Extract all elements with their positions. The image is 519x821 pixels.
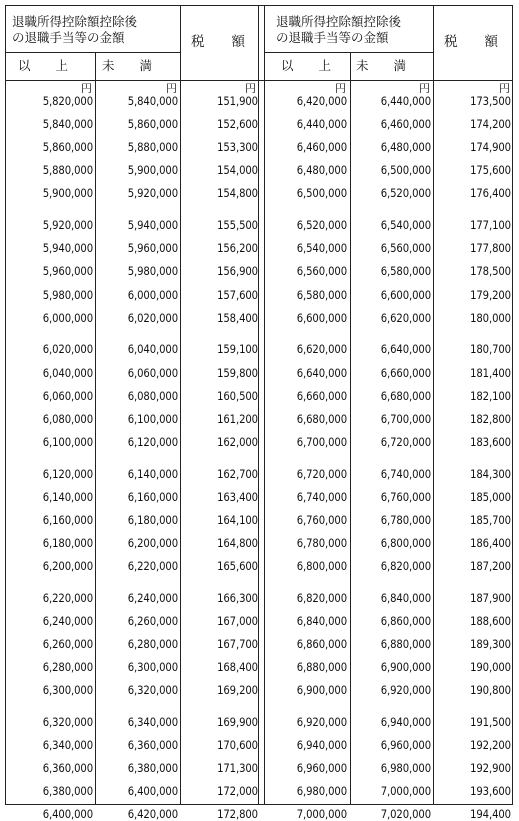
right-row-11-tax: 180,700	[470, 343, 511, 357]
left-row-2-to: 5,860,000	[127, 118, 178, 132]
right-row-23-to: 6,880,000	[380, 638, 431, 651]
right-row-21-from: 6,820,000	[296, 591, 347, 605]
center-rule-b	[264, 5, 265, 805]
left-row-19-to: 6,200,000	[127, 536, 178, 550]
right-row-15-from: 6,700,000	[296, 435, 347, 449]
right-row-21-to: 6,840,000	[380, 591, 431, 605]
right-row-19-from: 6,780,000	[296, 536, 347, 550]
left-row-13-tax: 160,500	[217, 389, 258, 403]
right-row-27-to: 6,960,000	[380, 739, 431, 753]
right-row-8-from: 6,560,000	[296, 265, 347, 279]
right-row-8-tax: 178,500	[470, 265, 511, 279]
right-row-9-from: 6,580,000	[296, 288, 347, 302]
right-row-29-tax: 193,600	[470, 785, 511, 799]
right-row-9-to: 6,600,000	[380, 288, 431, 302]
right-row-23-tax: 189,300	[470, 638, 511, 651]
right-row-16-tax: 184,300	[470, 467, 511, 481]
left-row-15-from: 6,100,000	[42, 435, 93, 449]
left-row-30-tax: 172,800	[217, 808, 258, 821]
left-row-6-to: 5,940,000	[127, 219, 178, 233]
left-row-11-from: 6,020,000	[42, 343, 93, 357]
left-row-4-from: 5,880,000	[42, 164, 93, 178]
left-tax-unit: 円	[245, 82, 256, 95]
left-from-header: 以 上	[18, 58, 69, 73]
left-row-2-tax: 152,600	[217, 118, 258, 132]
right-row-28-tax: 192,900	[470, 762, 511, 776]
right-row-21-tax: 187,900	[470, 591, 511, 605]
left-row-21-to: 6,240,000	[127, 591, 178, 605]
right-tax-unit: 円	[499, 82, 510, 95]
right-row-6-to: 6,540,000	[380, 219, 431, 233]
left-row-20-tax: 165,600	[217, 560, 258, 573]
right-row-20-tax: 187,200	[470, 560, 511, 573]
right-row-25-to: 6,920,000	[380, 684, 431, 698]
right-row-14-from: 6,680,000	[296, 412, 347, 426]
left-tax-header: 税 額	[191, 34, 245, 50]
right-row-22-tax: 188,600	[470, 614, 511, 628]
right-row-1-from: 6,420,000	[296, 95, 347, 108]
right-row-4-from: 6,480,000	[296, 164, 347, 178]
right-row-20-to: 6,820,000	[380, 560, 431, 573]
left-row-28-tax: 171,300	[217, 762, 258, 776]
left-row-22-tax: 167,000	[217, 614, 258, 628]
left-tax-col-line	[180, 5, 181, 805]
frame-left	[5, 5, 6, 805]
left-row-19-from: 6,180,000	[42, 536, 93, 550]
left-range-title-line1: 退職所得控除額控除後	[12, 14, 138, 29]
left-row-3-from: 5,860,000	[42, 141, 93, 155]
right-row-3-from: 6,460,000	[296, 141, 347, 155]
right-row-6-tax: 177,100	[470, 219, 511, 233]
left-row-19-tax: 164,800	[217, 536, 258, 550]
right-row-18-to: 6,780,000	[380, 513, 431, 527]
left-row-2-from: 5,840,000	[42, 118, 93, 132]
right-row-14-to: 6,700,000	[380, 412, 431, 426]
left-row-12-to: 6,060,000	[127, 366, 178, 380]
left-row-23-tax: 167,700	[217, 638, 258, 651]
right-row-3-to: 6,480,000	[380, 141, 431, 155]
left-row-22-from: 6,240,000	[42, 614, 93, 628]
left-row-26-tax: 169,900	[217, 716, 258, 729]
left-range-title-line2: の退職手当等の金額	[12, 30, 125, 45]
right-row-5-from: 6,500,000	[296, 187, 347, 201]
left-to-header: 未 満	[102, 58, 153, 73]
right-header-split	[264, 52, 434, 53]
left-row-3-to: 5,880,000	[127, 141, 178, 155]
right-row-7-from: 6,540,000	[296, 242, 347, 256]
right-row-11-to: 6,640,000	[380, 343, 431, 357]
right-tax-header: 税 額	[444, 34, 498, 50]
right-row-30-tax: 194,400	[470, 808, 511, 821]
right-range-title-line1: 退職所得控除額控除後	[276, 14, 402, 29]
right-row-22-to: 6,860,000	[380, 614, 431, 628]
right-row-24-to: 6,900,000	[380, 661, 431, 675]
left-row-12-tax: 159,800	[217, 366, 258, 380]
left-row-5-to: 5,920,000	[127, 187, 178, 201]
right-row-1-to: 6,440,000	[380, 95, 431, 108]
left-row-16-to: 6,140,000	[127, 467, 178, 481]
left-row-21-from: 6,220,000	[42, 591, 93, 605]
left-row-11-to: 6,040,000	[127, 343, 178, 357]
right-row-10-to: 6,620,000	[380, 311, 431, 325]
right-row-24-tax: 190,000	[470, 661, 511, 675]
left-row-28-from: 6,360,000	[42, 762, 93, 776]
left-to-unit: 円	[166, 82, 177, 95]
right-row-2-to: 6,460,000	[380, 118, 431, 132]
left-row-1-from: 5,820,000	[42, 95, 93, 108]
left-row-14-tax: 161,200	[217, 412, 258, 426]
right-row-15-tax: 183,600	[470, 435, 511, 449]
left-row-14-to: 6,100,000	[127, 412, 178, 426]
right-row-22-from: 6,840,000	[296, 614, 347, 628]
right-row-15-to: 6,720,000	[380, 435, 431, 449]
left-row-4-tax: 154,000	[217, 164, 258, 178]
right-from-header: 以 上	[281, 58, 332, 73]
left-row-29-from: 6,380,000	[42, 785, 93, 799]
left-row-24-from: 6,280,000	[42, 661, 93, 675]
right-row-30-from: 7,000,000	[296, 808, 347, 821]
left-row-6-from: 5,920,000	[42, 219, 93, 233]
right-row-20-from: 6,800,000	[296, 560, 347, 573]
right-row-27-from: 6,940,000	[296, 739, 347, 753]
right-row-14-tax: 182,800	[470, 412, 511, 426]
right-row-10-tax: 180,000	[470, 311, 511, 325]
right-row-25-tax: 190,800	[470, 684, 511, 698]
right-row-16-from: 6,720,000	[296, 467, 347, 481]
left-row-27-tax: 170,600	[217, 739, 258, 753]
left-row-5-from: 5,900,000	[42, 187, 93, 201]
right-row-1-tax: 173,500	[470, 95, 511, 108]
left-row-28-to: 6,380,000	[127, 762, 178, 776]
left-row-20-from: 6,200,000	[42, 560, 93, 573]
right-row-11-from: 6,620,000	[296, 343, 347, 357]
right-row-29-to: 7,000,000	[380, 785, 431, 799]
right-row-13-to: 6,680,000	[380, 389, 431, 403]
left-row-29-to: 6,400,000	[127, 785, 178, 799]
left-row-12-from: 6,040,000	[42, 366, 93, 380]
left-row-10-from: 6,000,000	[42, 311, 93, 325]
left-row-8-from: 5,960,000	[42, 265, 93, 279]
right-row-3-tax: 174,900	[470, 141, 511, 155]
right-mid-col-line	[350, 52, 351, 805]
right-row-6-from: 6,520,000	[296, 219, 347, 233]
left-row-7-to: 5,960,000	[127, 242, 178, 256]
right-row-17-to: 6,760,000	[380, 490, 431, 504]
right-row-26-from: 6,920,000	[296, 716, 347, 729]
left-row-3-tax: 153,300	[217, 141, 258, 155]
right-row-13-tax: 182,100	[470, 389, 511, 403]
left-row-16-tax: 162,700	[217, 467, 258, 481]
left-row-23-from: 6,260,000	[42, 638, 93, 651]
right-row-12-tax: 181,400	[470, 366, 511, 380]
left-row-24-tax: 168,400	[217, 661, 258, 675]
center-rule-a	[258, 5, 259, 805]
right-row-18-from: 6,760,000	[296, 513, 347, 527]
left-row-5-tax: 154,800	[217, 187, 258, 201]
right-row-4-tax: 175,600	[470, 164, 511, 178]
left-row-17-from: 6,140,000	[42, 490, 93, 504]
right-row-4-to: 6,500,000	[380, 164, 431, 178]
left-row-6-tax: 155,500	[217, 219, 258, 233]
right-row-28-to: 6,980,000	[380, 762, 431, 776]
right-row-30-to: 7,020,000	[380, 808, 431, 821]
left-row-9-from: 5,980,000	[42, 288, 93, 302]
left-row-1-tax: 151,900	[217, 95, 258, 108]
right-row-9-tax: 179,200	[470, 288, 511, 302]
left-row-29-tax: 172,000	[217, 785, 258, 799]
left-row-22-to: 6,260,000	[127, 614, 178, 628]
right-row-19-to: 6,800,000	[380, 536, 431, 550]
right-row-16-to: 6,740,000	[380, 467, 431, 481]
left-row-25-to: 6,320,000	[127, 684, 178, 698]
left-row-8-to: 5,980,000	[127, 265, 178, 279]
left-row-10-tax: 158,400	[217, 311, 258, 325]
right-row-10-from: 6,600,000	[296, 311, 347, 325]
right-row-7-to: 6,560,000	[380, 242, 431, 256]
left-row-15-tax: 162,000	[217, 435, 258, 449]
left-from-unit: 円	[81, 82, 92, 95]
left-row-21-tax: 166,300	[217, 591, 258, 605]
left-row-7-tax: 156,200	[217, 242, 258, 256]
left-row-27-to: 6,360,000	[127, 739, 178, 753]
left-row-24-to: 6,300,000	[127, 661, 178, 675]
right-row-5-to: 6,520,000	[380, 187, 431, 201]
right-range-title-line2: の退職手当等の金額	[276, 30, 389, 45]
right-row-12-from: 6,640,000	[296, 366, 347, 380]
right-row-17-tax: 185,000	[470, 490, 511, 504]
left-row-25-tax: 169,200	[217, 684, 258, 698]
left-row-14-from: 6,080,000	[42, 412, 93, 426]
left-row-23-to: 6,280,000	[127, 638, 178, 651]
left-row-15-to: 6,120,000	[127, 435, 178, 449]
left-row-9-tax: 157,600	[217, 288, 258, 302]
right-row-12-to: 6,660,000	[380, 366, 431, 380]
left-row-13-from: 6,060,000	[42, 389, 93, 403]
left-row-25-from: 6,300,000	[42, 684, 93, 698]
right-row-2-tax: 174,200	[470, 118, 511, 132]
left-header-split	[5, 52, 181, 53]
left-row-17-to: 6,160,000	[127, 490, 178, 504]
left-row-10-to: 6,020,000	[127, 311, 178, 325]
left-row-27-from: 6,340,000	[42, 739, 93, 753]
left-row-11-tax: 159,100	[217, 343, 258, 357]
right-row-25-from: 6,900,000	[296, 684, 347, 698]
left-row-8-tax: 156,900	[217, 265, 258, 279]
right-row-27-tax: 192,200	[470, 739, 511, 753]
left-row-1-to: 5,840,000	[127, 95, 178, 108]
right-row-18-tax: 185,700	[470, 513, 511, 527]
right-to-header: 未 満	[356, 58, 407, 73]
right-row-8-to: 6,580,000	[380, 265, 431, 279]
right-row-26-to: 6,940,000	[380, 716, 431, 729]
right-row-5-tax: 176,400	[470, 187, 511, 201]
right-row-23-from: 6,860,000	[296, 638, 347, 651]
right-row-13-from: 6,660,000	[296, 389, 347, 403]
left-row-30-to: 6,420,000	[127, 808, 178, 821]
left-row-16-from: 6,120,000	[42, 467, 93, 481]
left-row-20-to: 6,220,000	[127, 560, 178, 573]
right-row-29-from: 6,980,000	[296, 785, 347, 799]
right-row-26-tax: 191,500	[470, 716, 511, 729]
right-from-unit: 円	[335, 82, 346, 95]
frame-right	[512, 5, 513, 805]
left-row-18-from: 6,160,000	[42, 513, 93, 527]
left-row-4-to: 5,900,000	[127, 164, 178, 178]
left-row-26-to: 6,340,000	[127, 716, 178, 729]
right-row-28-from: 6,960,000	[296, 762, 347, 776]
left-mid-col-line	[95, 52, 96, 805]
left-row-7-from: 5,940,000	[42, 242, 93, 256]
right-row-2-from: 6,440,000	[296, 118, 347, 132]
right-row-24-from: 6,880,000	[296, 661, 347, 675]
left-row-13-to: 6,080,000	[127, 389, 178, 403]
left-row-9-to: 6,000,000	[127, 288, 178, 302]
right-row-19-tax: 186,400	[470, 536, 511, 550]
frame-top	[5, 5, 513, 6]
right-row-7-tax: 177,800	[470, 242, 511, 256]
right-tax-col-line	[433, 5, 434, 805]
left-row-18-tax: 164,100	[217, 513, 258, 527]
left-row-17-tax: 163,400	[217, 490, 258, 504]
left-row-18-to: 6,180,000	[127, 513, 178, 527]
right-row-17-from: 6,740,000	[296, 490, 347, 504]
left-row-30-from: 6,400,000	[42, 808, 93, 821]
left-row-26-from: 6,320,000	[42, 716, 93, 729]
frame-bottom	[5, 804, 513, 805]
right-to-unit: 円	[419, 82, 430, 95]
